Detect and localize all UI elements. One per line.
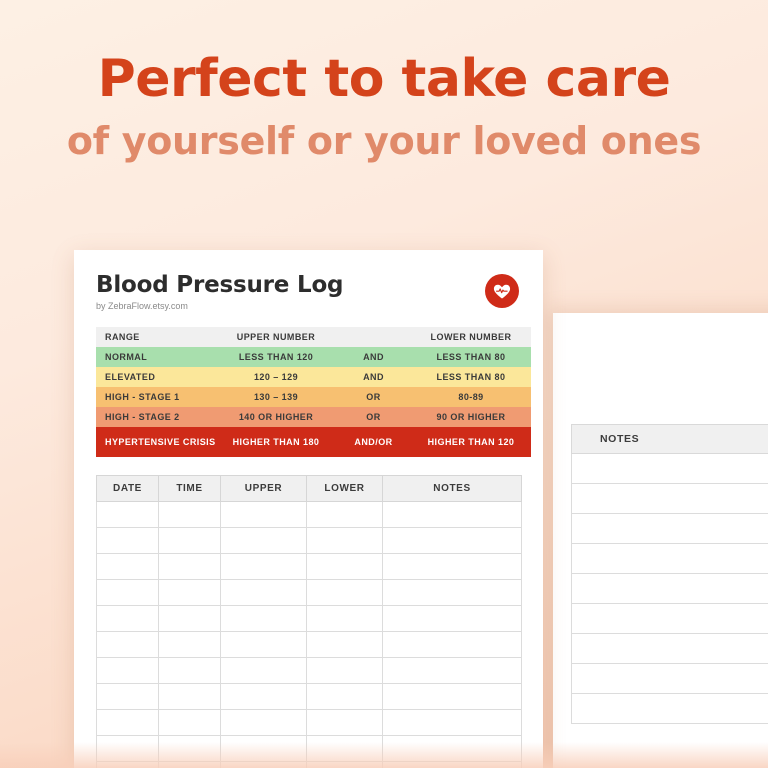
table-row[interactable] <box>97 580 522 606</box>
cell-notes[interactable] <box>383 528 522 554</box>
table-row[interactable] <box>571 694 768 724</box>
byline: by ZebraFlow.etsy.com <box>96 301 188 311</box>
header-upper-number: UPPER NUMBER <box>216 327 336 347</box>
table-row[interactable] <box>571 634 768 664</box>
header-conjunction <box>336 327 411 347</box>
table-row[interactable] <box>571 574 768 604</box>
cell-upper[interactable] <box>221 736 307 762</box>
cell-notes[interactable] <box>383 684 522 710</box>
cell-date[interactable] <box>97 606 159 632</box>
cell-lower[interactable] <box>307 580 383 606</box>
cell-time[interactable] <box>159 736 221 762</box>
cell-time[interactable] <box>159 580 221 606</box>
table-row[interactable] <box>97 710 522 736</box>
cell-notes[interactable] <box>383 580 522 606</box>
range-upper: 130 – 139 <box>216 387 336 407</box>
table-row[interactable] <box>571 484 768 514</box>
cell-upper[interactable] <box>221 606 307 632</box>
cell-lower[interactable] <box>307 736 383 762</box>
cell-date[interactable] <box>97 658 159 684</box>
cell-notes[interactable] <box>383 710 522 736</box>
cell-time[interactable] <box>159 762 221 768</box>
header-date: DATE <box>97 476 159 502</box>
cell-upper[interactable] <box>221 502 307 528</box>
range-label: HIGH - STAGE 2 <box>96 407 216 427</box>
cell-lower[interactable] <box>307 762 383 768</box>
cell-upper[interactable] <box>221 710 307 736</box>
table-row[interactable] <box>571 604 768 634</box>
cell-date[interactable] <box>97 632 159 658</box>
heart-pulse-icon <box>485 274 519 308</box>
header-range: RANGE <box>96 327 216 347</box>
table-row[interactable] <box>97 632 522 658</box>
table-header-row <box>97 476 522 502</box>
cell-lower[interactable] <box>307 632 383 658</box>
table-row <box>96 347 531 367</box>
subheadline: of yourself or your loved ones <box>66 118 702 163</box>
table-row[interactable] <box>571 514 768 544</box>
range-label: NORMAL <box>96 347 216 367</box>
range-label: HIGH - STAGE 1 <box>96 387 216 407</box>
cell-notes[interactable] <box>383 736 522 762</box>
table-row[interactable] <box>97 606 522 632</box>
cell-notes[interactable] <box>383 554 522 580</box>
table-row[interactable] <box>97 684 522 710</box>
table-row[interactable] <box>97 762 522 768</box>
bp-ranges-table <box>96 327 531 457</box>
cell-notes[interactable] <box>383 632 522 658</box>
promo-text-block <box>0 49 768 163</box>
cell-time[interactable] <box>159 632 221 658</box>
cell-date[interactable] <box>97 684 159 710</box>
cell-date[interactable] <box>97 710 159 736</box>
range-upper: 120 – 129 <box>216 367 336 387</box>
range-upper: LESS THAN 120 <box>216 347 336 367</box>
range-lower: 80-89 <box>411 387 531 407</box>
cell-lower[interactable] <box>307 658 383 684</box>
header-notes: NOTES <box>383 476 522 502</box>
table-row[interactable] <box>571 664 768 694</box>
range-conj: AND <box>336 367 411 387</box>
table-row[interactable] <box>97 736 522 762</box>
cell-time[interactable] <box>159 684 221 710</box>
document-header <box>96 272 521 311</box>
background-page-preview[interactable] <box>553 313 768 768</box>
cell-time[interactable] <box>159 606 221 632</box>
cell-date[interactable] <box>97 554 159 580</box>
cell-date[interactable] <box>97 580 159 606</box>
cell-lower[interactable] <box>307 528 383 554</box>
range-lower: LESS THAN 80 <box>411 367 531 387</box>
table-row[interactable] <box>97 658 522 684</box>
back-notes-table <box>571 424 768 724</box>
cell-notes[interactable] <box>383 762 522 768</box>
cell-upper[interactable] <box>221 684 307 710</box>
headline: Perfect to take care <box>97 49 671 109</box>
table-header-row <box>96 327 531 347</box>
table-row <box>96 407 531 427</box>
back-column-header: NOTES <box>571 424 768 454</box>
range-lower: 90 OR HIGHER <box>411 407 531 427</box>
cell-lower[interactable] <box>307 710 383 736</box>
cell-upper[interactable] <box>221 528 307 554</box>
table-row <box>96 387 531 407</box>
bp-log-table[interactable] <box>96 475 522 768</box>
cell-date[interactable] <box>97 762 159 768</box>
table-row[interactable] <box>97 554 522 580</box>
cell-time[interactable] <box>159 502 221 528</box>
range-conj: OR <box>336 407 411 427</box>
range-lower: HIGHER THAN 120 <box>411 427 531 457</box>
header-lower: LOWER <box>307 476 383 502</box>
cell-time[interactable] <box>159 528 221 554</box>
header-time: TIME <box>159 476 221 502</box>
cell-upper[interactable] <box>221 632 307 658</box>
cell-upper[interactable] <box>221 554 307 580</box>
cell-date[interactable] <box>97 528 159 554</box>
cell-notes[interactable] <box>383 502 522 528</box>
cell-time[interactable] <box>159 554 221 580</box>
header-lower-number: LOWER NUMBER <box>411 327 531 347</box>
page-title: Blood Pressure Log <box>96 272 344 298</box>
table-row[interactable] <box>97 528 522 554</box>
title-group <box>96 272 343 311</box>
cell-upper[interactable] <box>221 762 307 768</box>
cell-lower[interactable] <box>307 554 383 580</box>
cell-lower[interactable] <box>307 606 383 632</box>
range-conj: AND <box>336 347 411 367</box>
cell-time[interactable] <box>159 710 221 736</box>
range-upper: HIGHER THAN 180 <box>216 427 336 457</box>
range-label: HYPERTENSIVE CRISIS <box>96 427 216 457</box>
range-conj: OR <box>336 387 411 407</box>
table-row[interactable] <box>97 502 522 528</box>
cell-date[interactable] <box>97 502 159 528</box>
table-row <box>96 427 531 457</box>
cell-notes[interactable] <box>383 658 522 684</box>
range-lower: LESS THAN 80 <box>411 347 531 367</box>
cell-time[interactable] <box>159 658 221 684</box>
table-row <box>96 367 531 387</box>
range-conj: AND/OR <box>336 427 411 457</box>
cell-notes[interactable] <box>383 606 522 632</box>
header-upper: UPPER <box>221 476 307 502</box>
cell-upper[interactable] <box>221 580 307 606</box>
table-row[interactable] <box>571 454 768 484</box>
range-label: ELEVATED <box>96 367 216 387</box>
range-upper: 140 OR HIGHER <box>216 407 336 427</box>
cell-date[interactable] <box>97 736 159 762</box>
cell-upper[interactable] <box>221 658 307 684</box>
cell-lower[interactable] <box>307 684 383 710</box>
table-row[interactable] <box>571 544 768 574</box>
cell-lower[interactable] <box>307 502 383 528</box>
blood-pressure-log-page[interactable] <box>74 250 543 768</box>
